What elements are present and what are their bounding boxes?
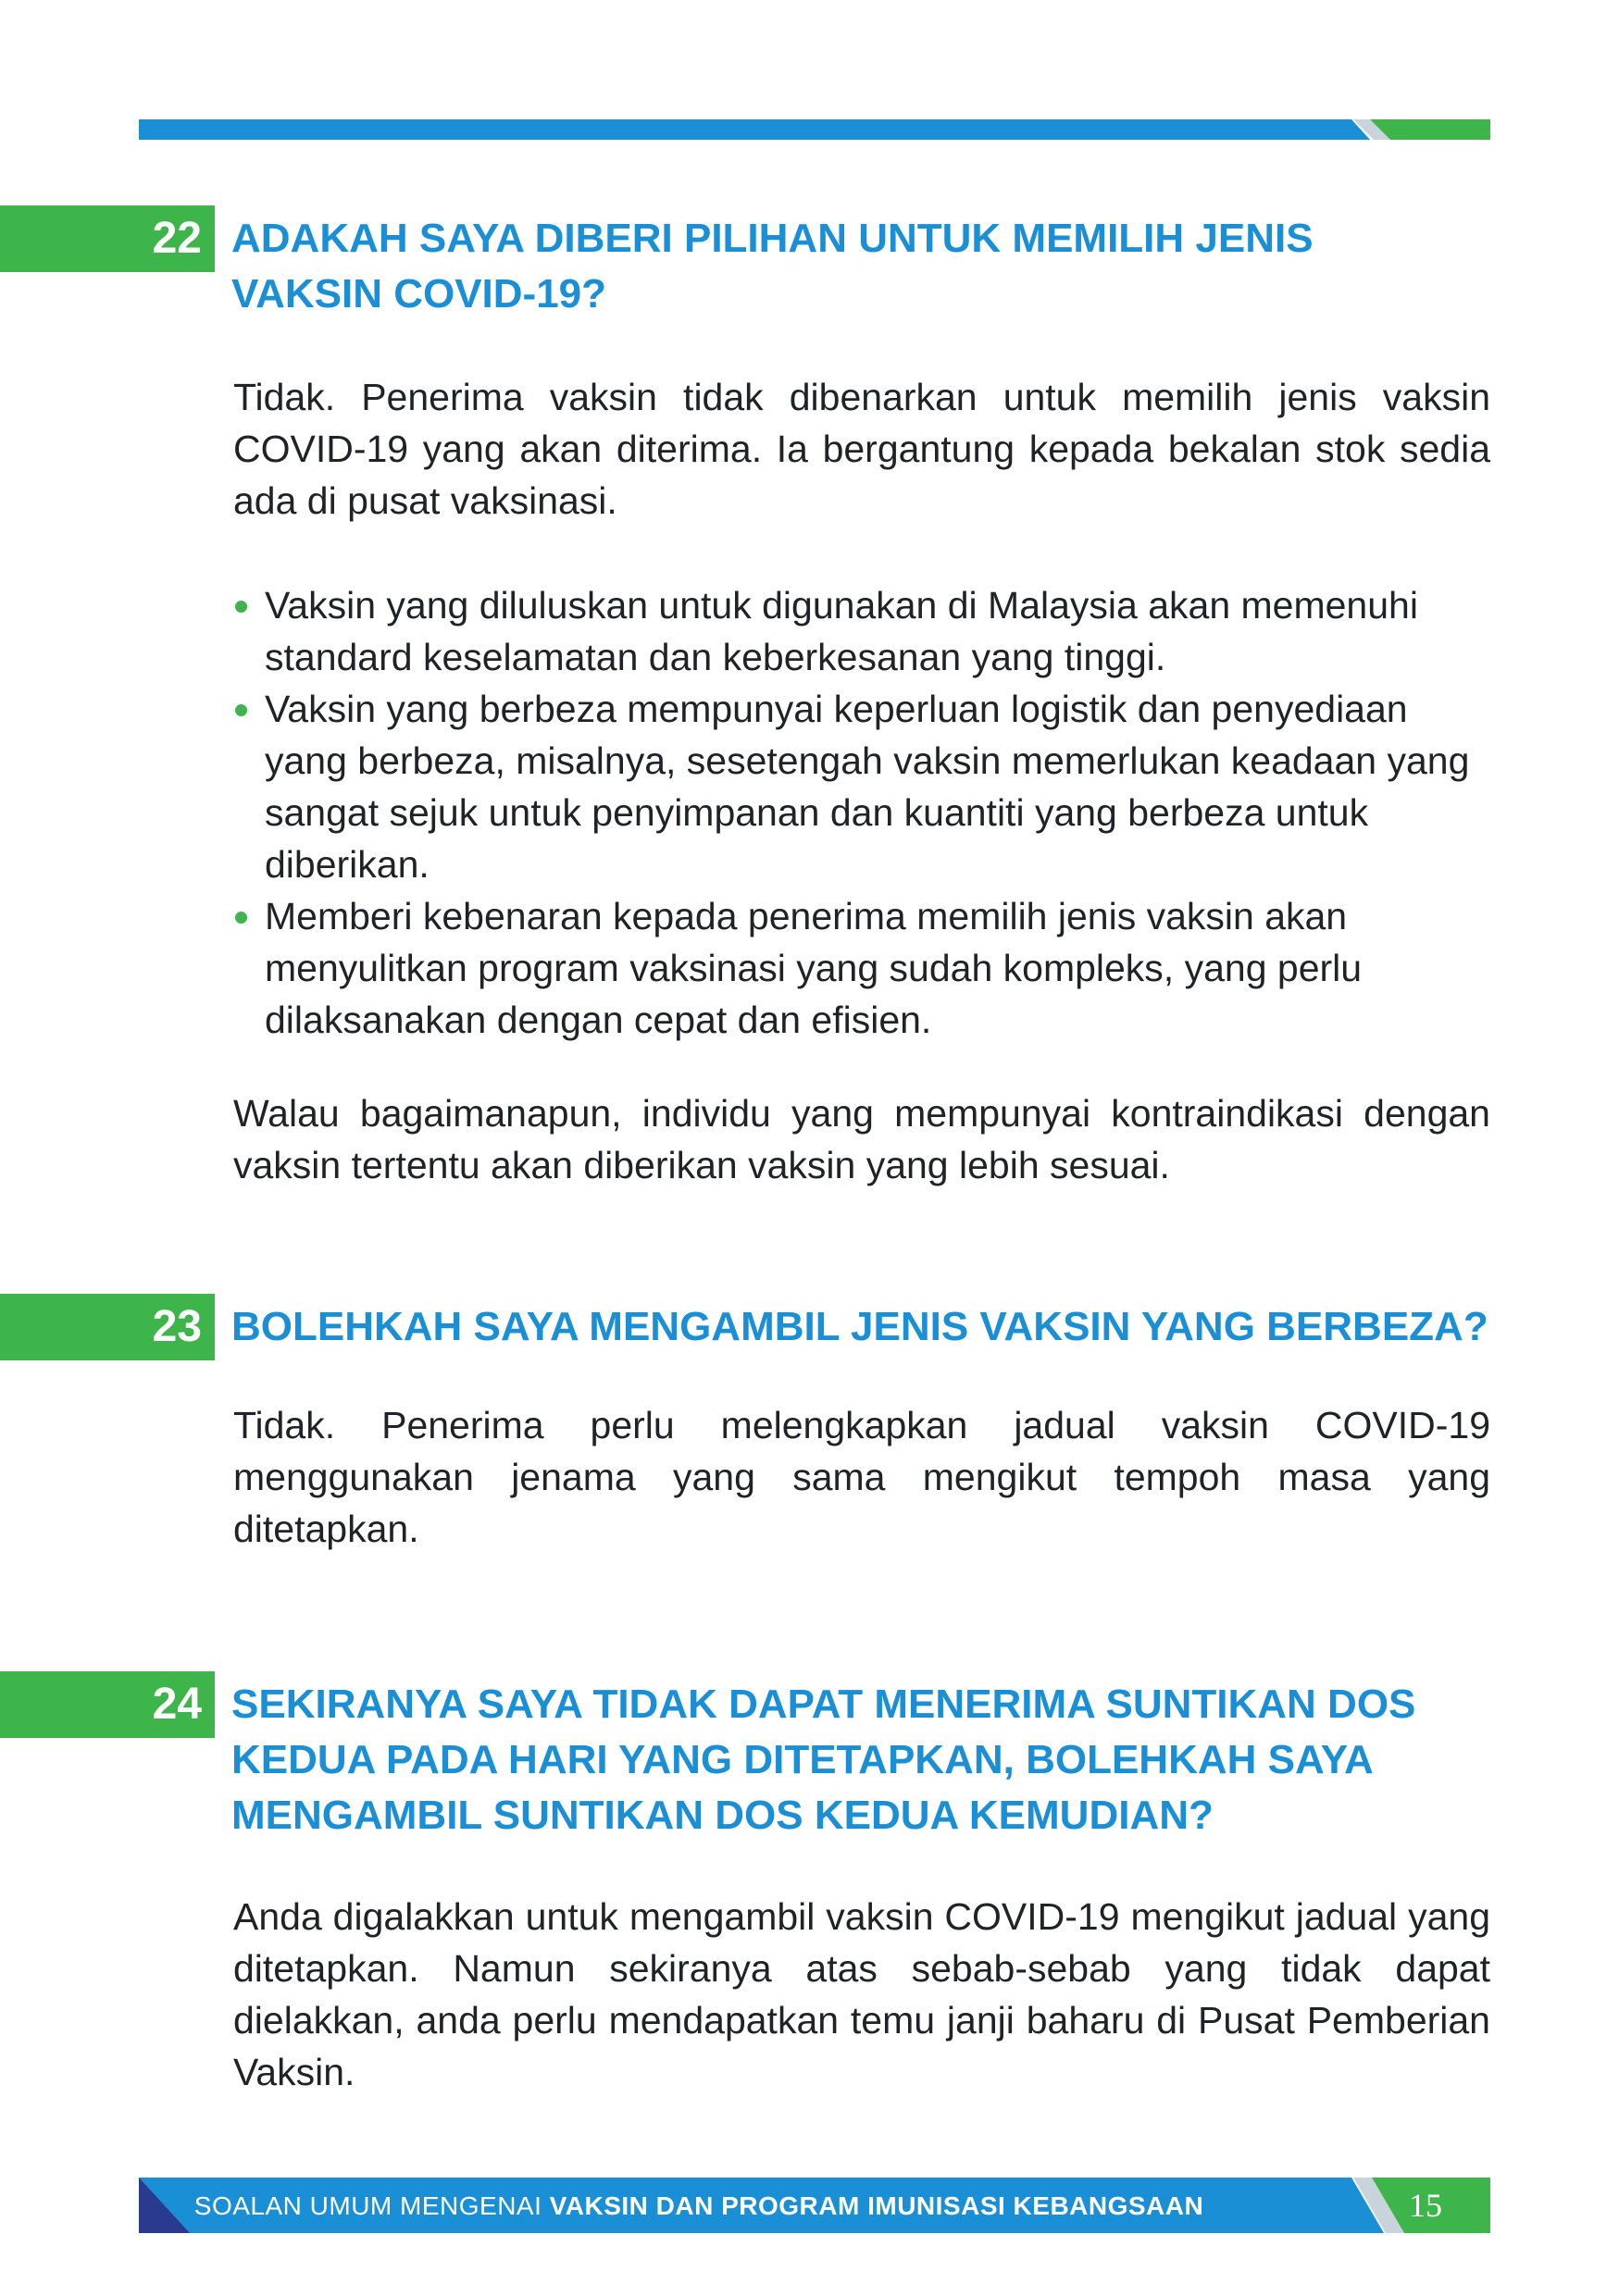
answer-paragraph: Tidak. Penerima vaksin tidak dibenarkan untuk memilih jenis vaksin COVID-19 yang akan diterima. Ia bergantung kepada bekalan stok sedia ada di pusat vaksinasi. — [233, 376, 1490, 522]
question-title-line: MENGAMBIL SUNTIKAN DOS KEDUA KEMUDIAN? — [231, 1793, 1214, 1838]
bullet-icon — [235, 912, 247, 924]
list-item — [233, 579, 1490, 683]
footer-title-emphasis: VAKSIN DAN PROGRAM IMUNISASI KEBANGSAAN — [549, 2191, 1204, 2220]
question-title-line: ADAKAH SAYA DIBERI PILIHAN UNTUK MEMILIH JENIS — [231, 216, 1314, 261]
list-item — [233, 683, 1490, 890]
question-number-badge: 23 — [0, 1294, 215, 1360]
list-item — [233, 890, 1490, 1046]
list-item-text: Memberi kebenaran kepada penerima memilih jenis vaksin akan menyulitkan program vaksinasi yang sudah kompleks, yang perlu dilaksanakan dengan cepat dan efisien. — [265, 895, 1363, 1041]
question-title-line: VAKSIN COVID-19? — [231, 271, 607, 316]
page-number: 15 — [1409, 2187, 1442, 2224]
question-title — [231, 1299, 1490, 1355]
list-item-text: Vaksin yang berbeza mempunyai keperluan logistik dan penyediaan yang berbeza, misalnya, sesetengah vaksin memerlukan keadaan yang sangat sejuk untuk penyimpanan dan kuantiti yang berbeza untuk diberikan. — [265, 688, 1470, 886]
question-title — [231, 211, 1490, 322]
list-item-text: Vaksin yang diluluskan untuk digunakan di Malaysia akan memenuhi standard keselamatan dan keberkesanan yang tinggi. — [265, 584, 1418, 678]
answer-paragraph: Tidak. Penerima perlu melengkapkan jadual vaksin COVID-19 menggunakan jenama yang sama mengikut tempoh masa yang ditetapkan. — [233, 1404, 1490, 1550]
question-number-badge: 24 — [0, 1671, 215, 1738]
question-title — [231, 1677, 1490, 1843]
bullet-icon — [235, 601, 247, 613]
question-title-line: KEDUA PADA HARI YANG DITETAPKAN, BOLEHKAH SAYA — [231, 1737, 1374, 1782]
answer-paragraph: Anda digalakkan untuk mengambil vaksin COVID-19 mengikut jadual yang ditetapkan. Namun sekiranya atas sebab-sebab yang tidak dapat dielakkan, anda perlu mendapatkan temu janji baharu di Pusat Pemberian Vaksin. — [233, 1895, 1490, 2093]
bullet-list — [233, 579, 1490, 1046]
closing-paragraph: Walau bagaimanapun, individu yang mempunyai kontraindikasi dengan vaksin tertentu akan diberikan vaksin yang lebih sesuai. — [233, 1092, 1490, 1186]
question-title-line: SEKIRANYA SAYA TIDAK DAPAT MENERIMA SUNTIKAN DOS — [231, 1682, 1416, 1727]
question-number-badge: 22 — [0, 205, 215, 272]
bullet-icon — [235, 704, 247, 716]
footer-title — [176, 2188, 1222, 2225]
question-title-line: BOLEHKAH SAYA MENGAMBIL JENIS VAKSIN YANG BERBEZA? — [231, 1304, 1488, 1349]
footer-title-prefix: SOALAN UMUM MENGENAI — [193, 2191, 550, 2220]
top-header-bar — [139, 119, 1490, 140]
